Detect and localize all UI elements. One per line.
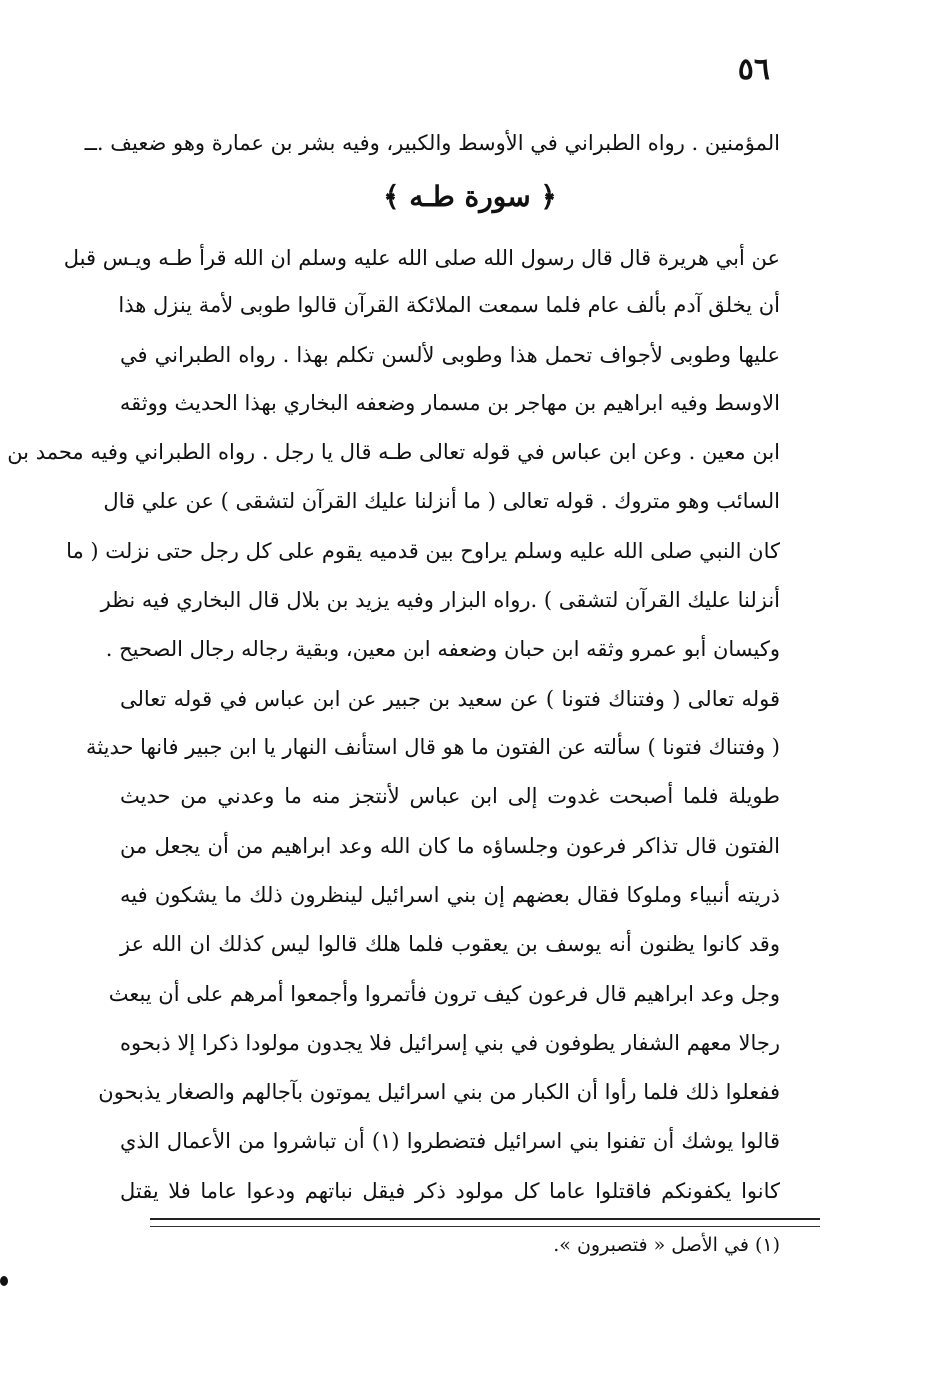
body-line: عن أبي هريرة قال قال رسول الله صلى الله عليه وسلم ان الله قرأ طـه ويـس قبل [63,246,780,270]
opening-line: المؤمنين . رواه الطبراني في الأوسط والكبير، وفيه بشر بن عمارة وهو ضعيف .ــ [84,131,780,155]
body-line: الاوسط وفيه ابراهيم بن مهاجر بن مسمار وضعفه البخاري بهذا الحديث ووثقه [119,391,780,415]
body-line: رجالا معهم الشفار يطوفون في بني إسرائيل فلا يجدون مولودا ذكرا إلا ذبحوه [120,1031,780,1055]
section-title: ﴿ سورة طـه ﴾ [383,180,557,213]
body-line: الفتون قال تذاكر فرعون وجلساؤه ما كان الله وعد ابراهيم من أن يجعل من [120,834,780,858]
body-line: أنزلنا عليك القرآن لتشقى ) .رواه البزار وفيه يزيد بن بلال قال البخاري فيه نظر [100,588,780,612]
scan-mark [0,1276,8,1286]
page-number: ٥٦ [737,52,770,87]
body-line: ذريته أنبياء وملوكا فقال بعضهم إن بني اسرائيل لينظرون ذلك ما يشكون فيه [120,883,780,907]
body-line: أن يخلق آدم بألف عام فلما سمعت الملائكة القرآن قالوا طوبى لأمة ينزل هذا [118,293,780,317]
footnote-separator [150,1218,820,1220]
body-line: كان النبي صلى الله عليه وسلم يراوح بين قدميه يقوم على كل رجل حتى نزلت ( ما [66,539,780,563]
body-line: ابن معين . وعن ابن عباس في قوله تعالى طـه قال يا رجل . رواه الطبراني وفيه محمد بن [7,440,780,464]
body-line: وجل وعد ابراهيم قال فرعون كيف ترون فأتمروا وأجمعوا أمرهم على أن يبعث [108,982,780,1006]
body-line: عليها وطوبى لأجواف تحمل هذا وطوبى لألسن تكلم بهذا . رواه الطبراني في [120,343,780,367]
body-line: طويلة فلما أصبحت غدوت إلى ابن عباس لأنتجز منه ما وعدني من حديث [120,784,780,808]
footnote-separator-thin [150,1226,820,1227]
body-line: ففعلوا ذلك فلما رأوا أن الكبار من بني اسرائيل يموتون بآجالهم والصغار يذبحون [98,1080,780,1104]
body-line: وكيسان أبو عمرو وثقه ابن حبان وضعفه ابن معين، وبقية رجاله رجال الصحيح . [105,637,780,661]
body-line: كانوا يكفونكم فاقتلوا عاما كل مولود ذكر فيقل نباتهم ودعوا عاما فلا يقتل [120,1179,780,1203]
body-line: السائب وهو متروك . قوله تعالى ( ما أنزلنا عليك القرآن لتشقى ) عن علي قال [103,489,780,513]
body-line: قالوا يوشك أن تفنوا بني اسرائيل فتضطروا (١) أن تباشروا من الأعمال الذي [120,1129,780,1153]
body-line: قوله تعالى ( وفتناك فتونا ) عن سعيد بن جبير عن ابن عباس في قوله تعالى [120,687,780,711]
body-line: ( وفتناك فتونا ) سألته عن الفتون ما هو قال استأنف النهار يا ابن جبير فانها حديثة [86,735,780,759]
footnote: (١) في الأصل « فتصبرون ». [553,1234,780,1256]
body-line: وقد كانوا يظنون أنه يوسف بن يعقوب فلما هلك قالوا ليس كذلك ان الله عز [120,932,780,956]
